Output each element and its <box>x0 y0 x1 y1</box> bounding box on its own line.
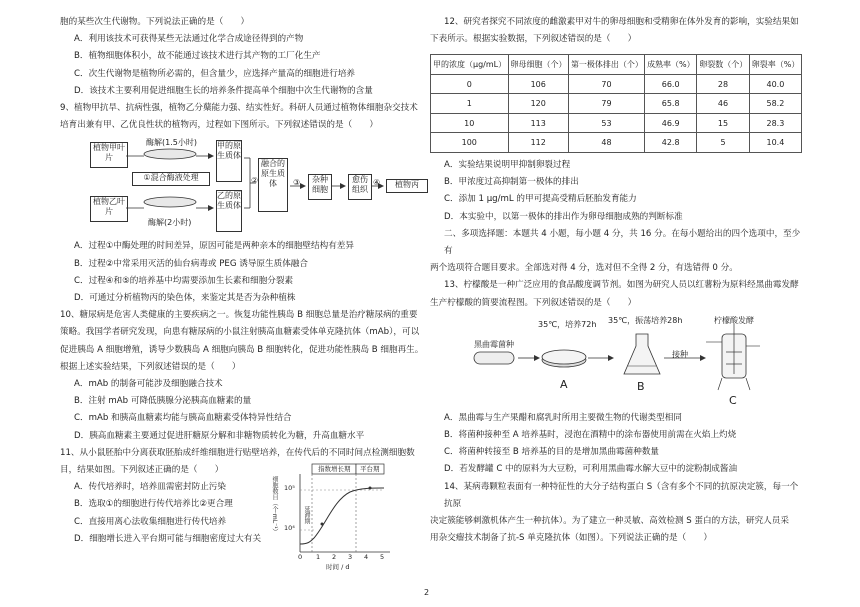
results-table <box>430 54 802 153</box>
option-line: B．选取①的细胞进行传代培养比②更合理 <box>74 499 233 510</box>
step-4-label: ④ <box>373 178 381 188</box>
option-line: A．传代培养时，培养皿需密封防止污染 <box>74 482 226 493</box>
table-cell: 79 <box>568 94 644 114</box>
plant-a-leaf-box: 植物甲叶片 <box>90 142 128 168</box>
question-13-line: 生产柠檬酸的简要流程图。下列叙述错误的是（ ） <box>430 297 637 308</box>
option-line: C．mAb 和胰高血糖素均能与胰高血糖素受体特异性结合 <box>74 413 292 424</box>
table-cell: 106 <box>508 74 568 94</box>
option-line: D．该技术主要利用促进细胞生长的培养条件提高单个细胞中次生代谢物的含量 <box>74 85 373 96</box>
option-line: B．将菌种接种至 A 培养基时，浸泡在酒精中的涂布器使用前需在火焰上灼烧 <box>444 429 737 440</box>
callus-box: 愈伤组织 <box>348 174 372 200</box>
option-line: A．实验结果说明甲抑制卵裂过程 <box>444 159 571 170</box>
option-line: B．注射 mAb 可降低胰腺分泌胰高血糖素的量 <box>74 396 252 407</box>
step-c-label: 柠檬酸发酵 <box>714 315 754 325</box>
table-cell: 15 <box>697 113 750 133</box>
table-cell: 42.8 <box>645 133 697 153</box>
question-11-line: 11、从小鼠胚胎中分离获取胚胎成纤维细胞进行贴壁培养，在传代后的不同时间点检测细胞数 <box>60 447 415 458</box>
option-line: D．可通过分析植物丙的染色体，来鉴定其是否为杂种植株 <box>74 293 296 304</box>
page-number: 2 <box>424 588 430 597</box>
cell-growth-graph <box>271 462 396 572</box>
question-10-line: 策略。我国学者研究发现，向患有糖尿病的小鼠注射胰高血糖素受体单克隆抗体（mAb），可以 <box>60 327 420 338</box>
option-line: A．mAb 的制备可能涉及细胞融合技术 <box>74 379 223 390</box>
x-tick: 4 <box>364 553 369 561</box>
table-cell: 65.8 <box>645 94 697 114</box>
text-line: 胞的某些次生代谢物。下列说法正确的是（ ） <box>60 17 250 27</box>
table-cell: 100 <box>431 133 509 153</box>
question-13-line: 13、柠檬酸是一种广泛应用的食品酸度调节剂。如图为研究人员以红薯粉为原料经黑曲霉发酵 <box>444 280 799 291</box>
question-10-line: 10、糖尿病是危害人类健康的主要疾病之一。恢复功能性胰岛 B 细胞总量是治疗糖尿病的重要 <box>60 310 418 321</box>
right-column <box>430 14 802 547</box>
protoplast-a-box: 甲的原生质体 <box>216 140 242 182</box>
enzyme-label-1: 酶解(1.5小时) <box>146 138 197 148</box>
table-header: 卵母细胞（个） <box>508 55 568 75</box>
table-header-row <box>431 55 802 75</box>
table-cell: 10.4 <box>749 133 801 153</box>
option-line: C．次生代谢物是植物所必需的，但含量少，应选择产量高的细胞进行培养 <box>74 68 356 79</box>
table-cell: 58.2 <box>749 94 801 114</box>
section-2-heading: 两个选项符合题目要求。全部选对得 4 分，选对但不全得 2 分，有选错得 0 分。 <box>430 263 738 274</box>
option-line: D．本实验中，以第一极体的排出作为卵母细胞成熟的判断标准 <box>444 211 683 222</box>
section-2-heading: 二、多项选择题：本题共 4 小题，每小题 4 分，共 16 分。在每小题给出的四个选项中，至少有 <box>444 228 801 256</box>
table-cell: 10 <box>431 113 509 133</box>
table-header: 甲的浓度（μg/mL） <box>431 55 509 75</box>
option-line: C．过程④和⑤的培养基中均需要添加生长素和细胞分裂素 <box>74 275 294 286</box>
label-c: C <box>729 393 737 407</box>
table-cell: 0 <box>431 74 509 94</box>
table-cell: 120 <box>508 94 568 114</box>
option-line: B．植物细胞体积小，故不能通过该技术进行其产物的工厂化生产 <box>74 51 321 62</box>
option-line: C．将菌种转接至 B 培养基的目的是增加黑曲霉菌种数量 <box>444 447 660 458</box>
label-b: B <box>637 379 645 393</box>
question-10-line: 根据上述实验结果，下列叙述错误的是（ ） <box>60 361 241 372</box>
lag-phase-label: 延滞期 <box>303 506 310 524</box>
option-line: C．添加 1 μg/mL 的甲可提高受精后胚胎发育能力 <box>444 194 637 205</box>
step-2-label: ② <box>251 176 259 186</box>
table-cell: 1 <box>431 94 509 114</box>
table-cell: 28 <box>697 74 750 94</box>
option-line: D．胰高血糖素主要通过促进肝糖原分解和非糖物质转化为糖，升高血糖水平 <box>74 430 365 441</box>
step-a-condition: 35℃，培养72h <box>538 319 597 329</box>
x-tick: 2 <box>332 553 337 561</box>
table-cell: 46.9 <box>645 113 697 133</box>
y-tick-2: 10⁴ <box>284 524 295 532</box>
plant-c-box: 植物丙 <box>386 179 428 193</box>
table-row <box>431 113 802 133</box>
label-a: A <box>560 377 568 391</box>
option-line: A．利用该技术可获得某些无法通过化学合成途径得到的产物 <box>74 34 304 45</box>
option-line: A．黑曲霉与生产果醋和腐乳时所用主要微生物的代谢类型相同 <box>444 412 682 423</box>
question-10-line: 促进胰岛 A 细胞增殖，诱导少数胰岛 A 细胞向胰岛 B 细胞转化，促进功能性胰岛 B 细胞再生。 <box>60 344 424 355</box>
table-row <box>431 74 802 94</box>
table-row <box>431 94 802 114</box>
table-cell: 28.3 <box>749 113 801 133</box>
inoculate-label: 接种 <box>672 349 688 359</box>
table-cell: 40.0 <box>749 74 801 94</box>
option-line: B．甲浓度过高抑制第一极体的排出 <box>444 177 579 188</box>
x-tick: 1 <box>316 553 321 561</box>
protoplast-b-box: 乙的原生质体 <box>216 190 242 232</box>
question-12-line: 12、研究者探究不同浓度的雌激素甲对牛的卵母细胞和受精卵在体外发育的影响，实验结果如 <box>444 17 799 27</box>
x-tick: 3 <box>348 553 353 561</box>
x-axis-label: 时间 / d <box>326 563 350 571</box>
hybrid-cell-box: 杂种细胞 <box>308 174 332 200</box>
table-header: 卵裂率（%） <box>749 55 801 75</box>
step-3-label: ③ <box>293 178 301 188</box>
table-cell: 46 <box>697 94 750 114</box>
question-9-line: 9、植物甲抗旱、抗病性强，植物乙分蘖能力强、结实性好。科研人员通过植物体细胞杂交技术 <box>60 103 418 114</box>
somatic-hybridization-diagram <box>60 136 428 236</box>
table-cell: 66.0 <box>645 74 697 94</box>
option-line: B．过程②中常采用灭活的仙台病毒或 PEG 诱导原生质体融合 <box>74 258 308 269</box>
option-line: C．直接用离心法收集细胞进行传代培养 <box>74 516 227 527</box>
option-line: D．若发酵罐 C 中的原料为大豆粉，可利用黑曲霉水解大豆中的淀粉制成酱油 <box>444 464 738 475</box>
x-tick: 0 <box>298 553 303 561</box>
table-cell: 70 <box>568 74 644 94</box>
question-11-line: 目，结果如图。下列叙述正确的是（ ） <box>60 465 224 476</box>
table-cell: 48 <box>568 133 644 153</box>
table-cell: 113 <box>508 113 568 133</box>
table-header: 第一极体排出（个） <box>568 55 644 75</box>
x-tick: 5 <box>380 553 385 561</box>
table-header: 成熟率（%） <box>645 55 697 75</box>
table-cell: 5 <box>697 133 750 153</box>
fermentation-diagram <box>430 312 802 410</box>
mixed-enzyme-step: ①混合酶液处理 <box>132 172 210 186</box>
question-14-line: 用杂交瘤技术制备了抗-S 单克隆抗体（如图）。下列说法正确的是（ ） <box>430 533 712 544</box>
enzyme-label-2: 酶解(2小时) <box>148 218 192 228</box>
phase-exponential-label: 指数增长期 <box>318 465 351 473</box>
option-line: D．细胞增长进入平台期可能与细胞密度过大有关 <box>74 533 262 544</box>
question-12-line: 下表所示。根据实验数据，下列叙述错误的是（ ） <box>430 34 637 45</box>
plant-b-leaf-box: 植物乙叶片 <box>90 196 128 222</box>
table-row <box>431 133 802 153</box>
table-header: 卵裂数（个） <box>697 55 750 75</box>
question-14-line: 决定簇能够刺激机体产生一种抗体）。为了建立一种灵敏、高效检测 S 蛋白的方法，研究人员采 <box>430 515 789 526</box>
step-b-condition: 35℃，振荡培养28h <box>608 315 683 325</box>
phase-plateau-label: 平台期 <box>360 465 380 473</box>
y-axis-label: 细胞数目（个·mL⁻¹） <box>271 476 278 535</box>
table-cell: 112 <box>508 133 568 153</box>
option-line: A．过程①中酶处理的时间差异，原因可能是两种亲本的细胞壁结构有差异 <box>74 241 354 252</box>
question-9-line: 培育出兼有甲、乙优良性状的植物丙，过程如下图所示。下列叙述错误的是（ ） <box>60 120 378 131</box>
table-cell: 53 <box>568 113 644 133</box>
question-14-line: 14、某病毒颗粒表面有一种特征性的大分子结构蛋白 S（含有多个不同的抗原决定簇，每一个抗原 <box>444 481 799 509</box>
fused-protoplast-box: 融合的原生质体 <box>258 158 288 212</box>
y-tick-1: 10⁵ <box>284 484 295 492</box>
source-strain-label: 黑曲霉菌种 <box>474 339 514 349</box>
